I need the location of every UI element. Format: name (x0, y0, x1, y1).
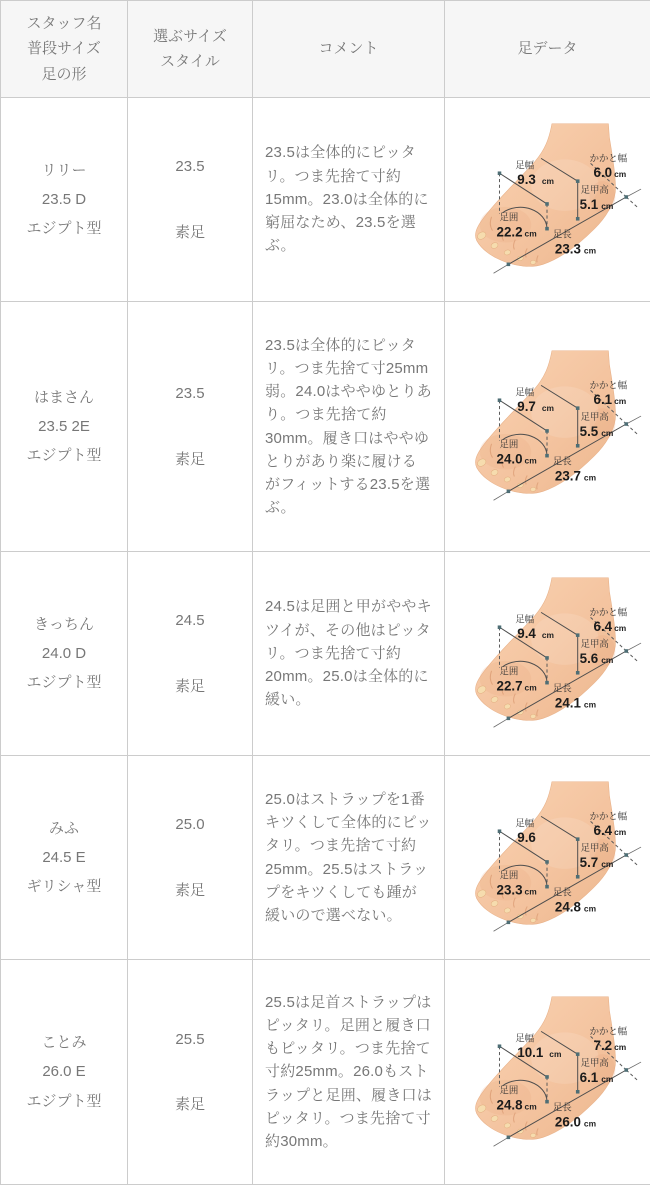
heel-width-label: かかと幅 (589, 1025, 627, 1036)
marker-instep-top (575, 179, 579, 183)
foot-measurement-figure (446, 98, 650, 296)
foot-girth-value: 22.7 cm (496, 679, 536, 694)
header-staff-line1: スタッフ名 (2, 11, 126, 37)
comment-text: 23.5は全体的にピッタリ。つま先捨て寸25mm弱。24.0はややゆとりあり。つま先捨て約30mm。履き口はややゆとりがあり楽に履けるがフィットする23.5を選ぶ。 (265, 334, 432, 520)
comment-text: 23.5は全体的にピッタリ。つま先捨て寸約15mm。23.0は全体的に窮屈なため、23.5を選ぶ。 (265, 141, 432, 257)
marker-girth-right (545, 454, 549, 458)
comment-text: 24.5は足囲と甲がややキツイが、その他はピッタリ。つま先捨て寸約20mm。25.0は全体的に緩い。 (265, 595, 432, 711)
foot-width-label: 足幅 (515, 613, 534, 624)
col-header-staff (1, 1, 128, 98)
heel-width-value: 6.1 cm (593, 392, 626, 407)
selected-size-cell (128, 756, 253, 960)
marker-width-left (497, 171, 501, 175)
staff-foot-shape: エジプト型 (2, 1087, 126, 1116)
foot-measurement-figure (446, 325, 650, 523)
selected-size: 25.0 (129, 810, 251, 839)
staff-usual-size: 23.5 D (2, 185, 126, 214)
marker-width-left (497, 398, 501, 402)
marker-width-left (497, 625, 501, 629)
staff-name: みふ (2, 814, 126, 843)
staff-usual-size: 24.5 E (2, 843, 126, 872)
comment-cell (253, 960, 445, 1185)
foot-length-label: 足長 (552, 683, 571, 694)
staff-foot-shape: ギリシャ型 (2, 872, 126, 901)
foot-girth-value: 24.0 cm (496, 452, 536, 467)
comment-cell (253, 756, 445, 960)
marker-width-left (497, 829, 501, 833)
marker-width-right (545, 429, 549, 433)
staff-cell (1, 756, 128, 960)
length-ext-right (626, 643, 641, 651)
instep-height-value: 5.6 cm (579, 651, 613, 666)
foot-measurement-figure (446, 971, 650, 1169)
foot-measurement-figure (446, 552, 650, 750)
instep-height-value: 5.5 cm (579, 424, 613, 439)
heel-width-value: 6.4 cm (593, 823, 626, 838)
selected-size: 23.5 (129, 379, 251, 408)
instep-height-value: 5.1 cm (579, 197, 613, 212)
col-header-size (128, 1, 253, 98)
foot-length-value: 24.8 cm (554, 899, 595, 914)
comment-text: 25.0はストラップを1番キツくして全体的にピッタリ。つま先捨て寸約25mm。25.5はストラップをキツくしても踵が緩いので選べない。 (265, 788, 432, 928)
marker-length-left (506, 490, 510, 494)
heel-width-label: かかと幅 (589, 606, 627, 617)
marker-width-right (545, 860, 549, 864)
comment-cell (253, 98, 445, 302)
table-row (1, 960, 650, 1185)
marker-length-right (624, 649, 628, 653)
instep-height-label: 足甲高 (580, 638, 608, 649)
header-staff-line2: 普段サイズ (2, 36, 126, 62)
staff-cell (1, 960, 128, 1185)
staff-name: ことみ (2, 1028, 126, 1057)
staff-name: はまさん (2, 383, 126, 412)
foot-length-label: 足長 (552, 456, 571, 467)
staff-usual-size: 23.5 2E (2, 412, 126, 441)
foot-width-value: 9.3 cm (517, 172, 554, 187)
instep-height-label: 足甲高 (580, 184, 608, 195)
staff-usual-size: 26.0 E (2, 1057, 126, 1086)
staff-foot-shape: エジプト型 (2, 441, 126, 470)
marker-width-right (545, 1075, 549, 1079)
fitting-style: 素足 (129, 218, 251, 247)
selected-size: 23.5 (129, 152, 251, 181)
marker-girth-right (545, 681, 549, 685)
marker-instep-top (575, 837, 579, 841)
fitting-style: 素足 (129, 876, 251, 905)
fitting-style: 素足 (129, 1090, 251, 1119)
selected-size-cell (128, 98, 253, 302)
staff-cell (1, 98, 128, 302)
foot-length-label: 足長 (552, 229, 571, 240)
staff-usual-size: 24.0 D (2, 639, 126, 668)
foot-length-value: 26.0 cm (554, 1114, 595, 1129)
staff-name: きっちん (2, 610, 126, 639)
foot-girth-label: 足囲 (499, 1084, 518, 1095)
staff-cell (1, 552, 128, 756)
foot-width-label: 足幅 (515, 159, 534, 170)
foot-length-label: 足長 (552, 887, 571, 898)
instep-height-label: 足甲高 (580, 411, 608, 422)
foot-girth-value: 24.8 cm (496, 1097, 536, 1112)
fitting-style: 素足 (129, 672, 251, 701)
marker-length-right (624, 422, 628, 426)
header-size-line2: スタイル (129, 49, 251, 75)
table-row (1, 756, 650, 960)
length-ext-left (493, 264, 508, 273)
selected-size: 24.5 (129, 606, 251, 635)
foot-girth-label: 足囲 (499, 666, 518, 677)
col-header-foot-data: 足データ (445, 1, 650, 98)
length-ext-left (493, 922, 508, 931)
heel-width-value: 7.2 cm (593, 1038, 626, 1053)
instep-height-label: 足甲高 (580, 842, 608, 853)
foot-data-cell (445, 756, 650, 960)
instep-height-value: 6.1 cm (579, 1069, 613, 1084)
marker-length-right (624, 1068, 628, 1072)
header-staff-line3: 足の形 (2, 62, 126, 88)
length-ext-left (493, 718, 508, 727)
foot-length-value: 23.7 cm (554, 468, 595, 483)
length-ext-right (626, 189, 641, 197)
foot-data-cell (445, 302, 650, 552)
foot-data-cell (445, 98, 650, 302)
foot-data-cell (445, 960, 650, 1185)
marker-length-left (506, 1135, 510, 1139)
instep-height-value: 5.7 cm (579, 855, 613, 870)
marker-length-left (506, 717, 510, 721)
foot-width-value: 10.1 cm (517, 1045, 561, 1060)
heel-width-label: かかと幅 (589, 152, 627, 163)
marker-girth-right (545, 885, 549, 889)
foot-width-label: 足幅 (515, 817, 534, 828)
length-ext-right (626, 847, 641, 855)
selected-size-cell (128, 302, 253, 552)
marker-girth-right (545, 1099, 549, 1103)
foot-width-label: 足幅 (515, 386, 534, 397)
staff-foot-shape: エジプト型 (2, 668, 126, 697)
marker-instep-bottom (575, 217, 579, 221)
foot-girth-label: 足囲 (499, 870, 518, 881)
selected-size-cell (128, 960, 253, 1185)
marker-length-left (506, 921, 510, 925)
comment-cell (253, 302, 445, 552)
comment-cell (253, 552, 445, 756)
heel-width-label: かかと幅 (589, 810, 627, 821)
staff-cell (1, 302, 128, 552)
length-ext-right (626, 1062, 641, 1070)
foot-width-value: 9.6 (517, 830, 536, 845)
marker-instep-top (575, 1052, 579, 1056)
length-ext-right (626, 416, 641, 424)
marker-instep-bottom (575, 875, 579, 879)
comment-text: 25.5は足首ストラップはピッタリ。足囲と履き口もピッタリ。つま先捨て寸約25mm。26.0もストラップと足囲、履き口はピッタリ。つま先捨て寸約30mm。 (265, 991, 432, 1154)
length-ext-left (493, 491, 508, 500)
header-size-line1: 選ぶサイズ (129, 24, 251, 50)
heel-width-value: 6.0 cm (593, 165, 626, 180)
table-row (1, 98, 650, 302)
selected-size-cell (128, 552, 253, 756)
instep-height-label: 足甲高 (580, 1057, 608, 1068)
marker-instep-bottom (575, 671, 579, 675)
header-row (1, 1, 650, 98)
foot-width-value: 9.7 cm (517, 399, 554, 414)
heel-width-value: 6.4 cm (593, 619, 626, 634)
foot-measurement-figure (446, 756, 650, 954)
selected-size: 25.5 (129, 1025, 251, 1054)
foot-width-value: 9.4 cm (517, 626, 554, 641)
marker-width-right (545, 656, 549, 660)
staff-name: リリー (2, 156, 126, 185)
marker-girth-right (545, 227, 549, 231)
marker-instep-top (575, 633, 579, 637)
foot-length-label: 足長 (552, 1101, 571, 1112)
marker-instep-bottom (575, 1089, 579, 1093)
marker-length-right (624, 195, 628, 199)
foot-length-value: 24.1 cm (554, 695, 595, 710)
foot-width-label: 足幅 (515, 1032, 534, 1043)
foot-girth-label: 足囲 (499, 212, 518, 223)
foot-girth-value: 22.2 cm (496, 225, 536, 240)
fitting-style: 素足 (129, 445, 251, 474)
heel-width-label: かかと幅 (589, 379, 627, 390)
foot-girth-label: 足囲 (499, 439, 518, 450)
marker-instep-top (575, 406, 579, 410)
col-header-comment: コメント (253, 1, 445, 98)
marker-length-right (624, 853, 628, 857)
foot-length-value: 23.3 cm (554, 241, 595, 256)
staff-foot-shape: エジプト型 (2, 214, 126, 243)
table-row (1, 552, 650, 756)
table-row (1, 302, 650, 552)
foot-data-cell (445, 552, 650, 756)
marker-width-left (497, 1044, 501, 1048)
length-ext-left (493, 1137, 508, 1146)
foot-girth-value: 23.3 cm (496, 883, 536, 898)
marker-width-right (545, 202, 549, 206)
marker-instep-bottom (575, 444, 579, 448)
marker-length-left (506, 263, 510, 267)
